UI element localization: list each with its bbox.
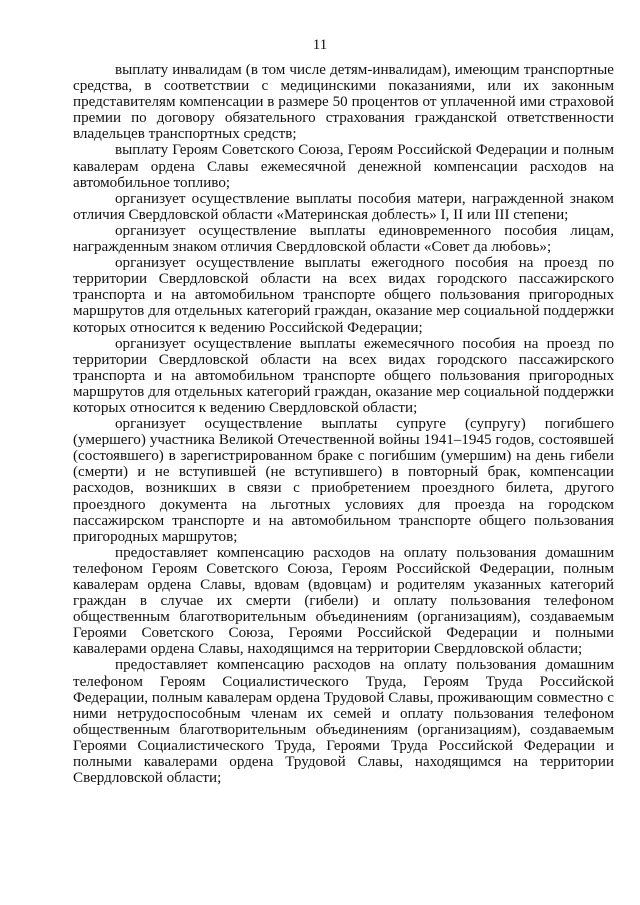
paragraph-sovet-da-lyubov-allowance: организует осуществление выплаты единовременного пособия лицам, награжденным знаком отличия Свердловской области «Совет да любовь»; bbox=[73, 222, 614, 256]
document-body bbox=[73, 62, 614, 786]
paragraph-monthly-travel-allowance: организует осуществление выплаты ежемесячного пособия на проезд по территории Свердловской области на всех видах городского пассажирского транспорта и на автомобильном транспорте общего пользования пригородных маршрутов для отдельных категорий граждан, оказание мер социальной поддержки которых относится к ведению Свердловской области; bbox=[73, 335, 614, 416]
paragraph-fuel-compensation: выплату Героям Советского Союза, Героям Российской Федерации и полным кавалерам ордена Славы ежемесячной денежной компенсации расходов на автомобильное топливо; bbox=[73, 142, 614, 191]
paragraph-annual-travel-allowance: организует осуществление выплаты ежегодного пособия на проезд по территории Свердловской области на всех видах городского пассажирского транспорта и на автомобильном транспорте общего пользования пригородных маршрутов для отдельных категорий граждан, оказание мер социальной поддержки которых относится к ведению Российской Федерации; bbox=[73, 255, 614, 336]
paragraph-maternal-valor-allowance: организует осуществление выплаты пособия матери, награжденной знаком отличия Свердловской области «Материнская доблесть» I, II или III степени; bbox=[73, 190, 614, 223]
page-number: 11 bbox=[312, 37, 328, 53]
paragraph-insurance-compensation: выплату инвалидам (в том числе детям-инвалидам), имеющим транспортные средства, в соответствии с медицинскими показаниями, или их законным представителям компенсации в размере 50 процентов от уплаченной ими страховой премии по договору обязательного страхования гражданской ответственности владельцев транспортных средств; bbox=[73, 62, 614, 143]
paragraph-labor-heroes-telephone-compensation: предоставляет компенсацию расходов на оплату пользования домашним телефоном Героям Социалистического Труда, Героям Труда Российской Федерации, полным кавалерам ордена Трудовой Славы, проживающим совместно с ними нетрудоспособным членам их семей и оплату пользования телефоном общественным благотворительным объединениям (организациям), создаваемым Героями Социалистического Труда, Героями Труда Российской Федерации и полными кавалерами ордена Трудовой Славы, находящимся на территории Свердловской области; bbox=[73, 657, 614, 787]
paragraph-heroes-telephone-compensation: предоставляет компенсацию расходов на оплату пользования домашним телефоном Героям Советского Союза, Героям Российской Федерации, полным кавалерам ордена Славы, вдовам (вдовцам) и родителям указанных категорий граждан в случае их смерти (гибели) и оплату пользования телефоном общественным благотворительным объединениям (организациям), создаваемым Героями Советского Союза, Героями Российской Федерации и полными кавалерами ордена Славы, находящимся на территории Свердловской области; bbox=[73, 544, 614, 658]
paragraph-war-widow-travel-compensation: организует осуществление выплаты супруге (супругу) погибшего (умершего) участника Великой Отечественной войны 1941–1945 годов, состоявшей (состоявшего) в зарегистрированном браке с погибшим (умершим) на день гибели (смерти) и не вступившей (не вступившего) в повторный брак, компенсации расходов, возникших в связи с приобретением проездного билета, другого проездного документа на льготных условиях для проезда на городском пассажирском транспорте и на автомобильном транспорте общего пользования пригородных маршрутов; bbox=[73, 416, 614, 545]
